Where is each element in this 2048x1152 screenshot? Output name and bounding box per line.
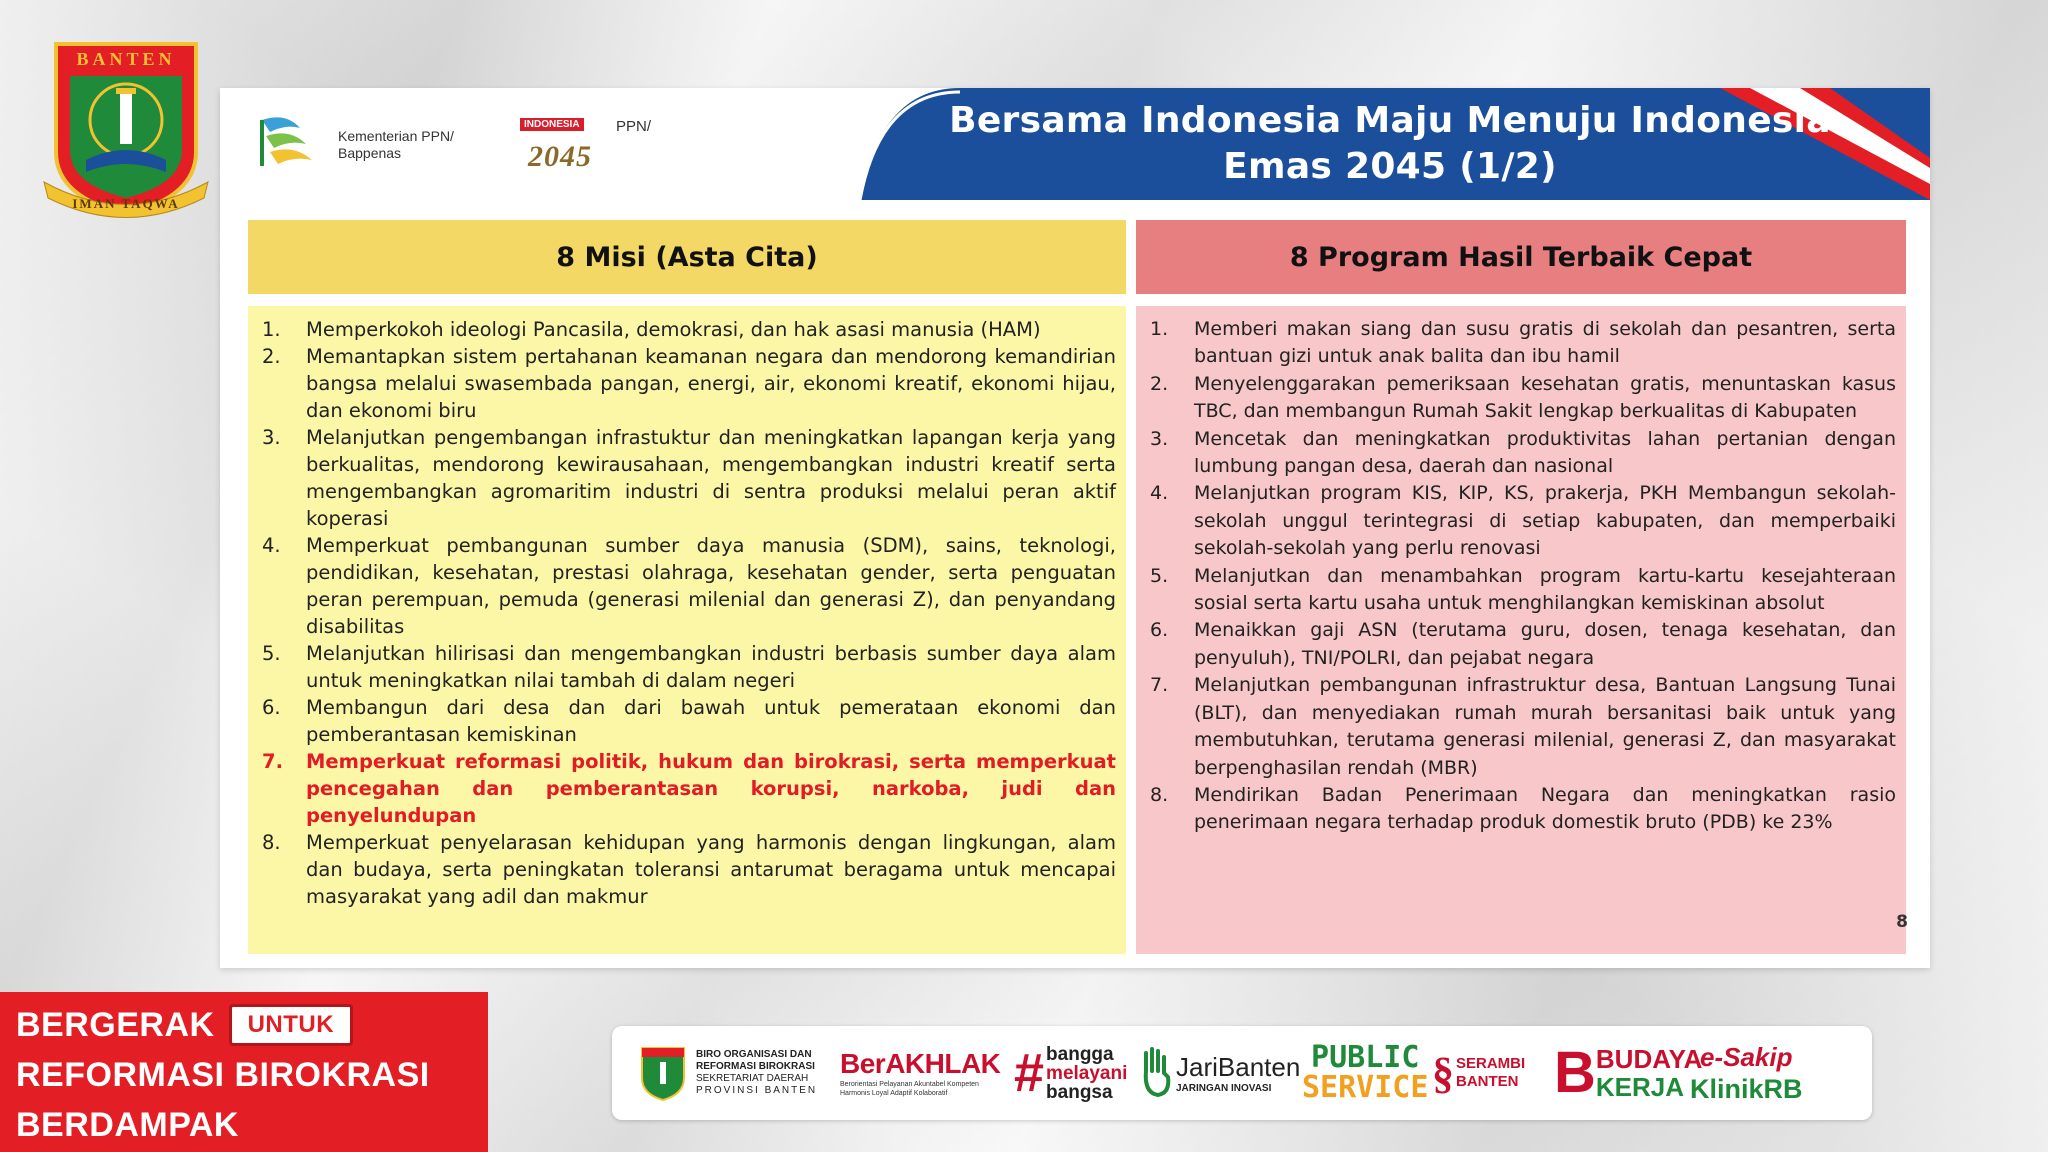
misi-item [258,343,1116,424]
banten-logo-motto: IMAN TAQWA [72,196,180,211]
program-item-text: Menyelenggarakan pemeriksaan kesehatan gratis, menuntaskan kasus TBC, dan membangun Rumah Sakit lengkap berkualitas di Kabupaten [1194,372,1896,423]
program-item-number: 4. [1150,482,1169,505]
misi-item [258,640,1116,694]
serambi-banten-logo [1432,1026,1525,1120]
banten-logo-top-text: BANTEN [76,49,176,69]
partner-logo-strip [612,1026,1872,1120]
program-item-number: 1. [1150,318,1169,340]
misi-panel [248,306,1126,954]
serambi-s-icon: § [1432,1048,1454,1098]
bangga-line3: bangsa [1046,1081,1113,1103]
program-item-number: 3. [1150,427,1169,450]
program-item-number: 5. [1150,564,1169,587]
biro-line1: BIRO ORGANISASI DAN [696,1049,812,1060]
misi-item-number: 6. [262,696,281,719]
page-number: 8 [1896,912,1908,932]
program-item-text: Memberi makan siang dan susu gratis di sekolah dan pesantren, serta bantuan gizi untuk anak balita dan ibu hamil [1194,318,1896,368]
serambi-line1: SERAMBI [1456,1055,1526,1072]
esakip-label: e-Sakip [1700,1042,1793,1072]
program-item [1146,563,1896,618]
bangga-line1: bangga [1046,1043,1114,1065]
klinikrb-label: KlinikRB [1690,1074,1803,1104]
misi-item-text: Melanjutkan pengembangan infrastuktur dan meningkatkan lapangan kerja yang berkualitas, mendorong kewirausahaan, mengembangkan industri kreatif serta mengembangkan agromaritim industri di sentra produksi melalui peran aktif koperasi [306,426,1116,530]
kementerian-line1: Kementerian PPN/ [338,128,454,144]
biro-line4: PROVINSI BANTEN [696,1085,818,1096]
biro-line3: SEKRETARIAT DAERAH [696,1073,809,1084]
public-service-logo [1302,1026,1428,1120]
hashtag-icon: # [1014,1043,1045,1103]
misi-item-number: 3. [262,426,281,449]
program-item-text: Menaikkan gaji ASN (terutama guru, dosen, tenaga kesehatan, dan penyuluh), TNI/POLRI, dan pejabat negara [1194,619,1896,669]
slide [220,88,1930,968]
banten-logo [36,32,216,222]
berakhlak-sub2: Harmonis Loyal Adaptif Kolaboratif [840,1090,948,1097]
misi-item [258,748,1116,829]
berakhlak-sub1: Berorientasi Pelayanan Akuntabel Kompeten [840,1081,979,1088]
misi-list [258,316,1116,910]
kementerian-label [338,128,454,162]
reform-banner [0,992,488,1152]
slide-title [840,98,1940,190]
misi-item-number: 4. [262,534,281,557]
misi-item-text: Memperkuat pembangunan sumber daya manusia (SDM), sains, teknologi, pendidikan, kesehatan, prestasi olahraga, kesehatan gender, serta penguatan peran perempuan, pemuda (generasi milenial dan generasi Z), dan penyandang disabilitas [306,534,1116,638]
misi-item [258,316,1116,343]
bangga-melayani-logo [1014,1026,1127,1120]
misi-item-number: 8. [262,831,281,854]
program-item [1146,316,1896,371]
biro-line2: REFORMASI BIROKRASI [696,1061,815,1072]
misi-item-text: Membangun dari desa dan dari bawah untuk pemerataan ekonomi dan pemberantasan kemiskinan [306,696,1116,746]
berakhlak-title: BerAKHLAK [840,1048,1001,1079]
misi-item-text: Memperkuat reformasi politik, hukum dan birokrasi, serta memperkuat pencegahan dan pemberantasan korupsi, narkoba, judi dan penyelundupan [306,750,1116,827]
program-item [1146,426,1896,481]
slide-title-line1: Bersama Indonesia Maju Menuju Indonesia [949,100,1831,141]
program-item-text: Mendirikan Badan Penerimaan Negara dan meningkatkan rasio penerimaan negara terhadap produk domestik bruto (PDB) ke 23% [1194,783,1896,834]
budaya-line2: KERJA [1595,1072,1685,1102]
program-item-text: Melanjutkan dan menambahkan program kartu-kartu kesejahteraan sosial serta kartu usaha untuk menghilangkan kemiskinan absolut [1194,564,1896,615]
program-panel [1136,306,1906,954]
program-item [1146,371,1896,426]
misi-item-text: Memantapkan sistem pertahanan keamanan negara dan mendorong kemandirian bangsa melalui swasembada pangan, energi, air, ekonomi kreatif, ekonomi hijau, dan ekonomi biru [306,345,1116,422]
budaya-line1: BUDAYA [1595,1044,1703,1074]
jaribanten-sub: JARINGAN INOVASI [1176,1083,1272,1094]
program-item-number: 7. [1150,674,1169,697]
emas-logo-top: INDONESIA [520,118,584,131]
biro-logo [638,1026,817,1120]
jaribanten-title: JariBanten [1176,1052,1301,1082]
misi-item [258,424,1116,532]
bangga-line2: melayani [1046,1062,1128,1084]
banner-line1 [16,1000,488,1050]
misi-item-text: Memperkokoh ideologi Pancasila, demokrasi, dan hak asasi manusia (HAM) [306,318,1041,341]
misi-item-text: Melanjutkan hilirisasi dan mengembangkan industri berbasis sumber daya alam untuk meningkatkan nilai tambah di dalam negeri [306,642,1116,692]
banner-line2: REFORMASI BIROKRASI [16,1056,430,1094]
slide-title-line2: Emas 2045 (1/2) [1223,146,1557,187]
bappenas-logo-icon [256,110,320,174]
biro-emblem-icon [638,1044,688,1102]
program-item-text: Melanjutkan pembangunan infrastruktur desa, Bantuan Langsung Tunai (BLT), dan menyediakan rumah murah bersanitasi baik untuk yang membutuhkan, terutama generasi milenial, generasi Z, dan masyarakat berpenghasilan rendah (MBR) [1194,674,1896,779]
banner-bergerak: BERGERAK [16,1006,215,1044]
misi-item-number: 2. [262,345,281,368]
program-item [1146,672,1896,782]
program-item-number: 6. [1150,619,1169,642]
hand-icon [1142,1047,1172,1099]
program-item [1146,782,1896,837]
misi-item-number: 5. [262,642,281,665]
program-item [1146,617,1896,672]
emas-logo-ppn: PPN/ [616,118,652,135]
public-line1: PUBLIC [1311,1040,1420,1075]
public-line2: SERVICE [1302,1070,1429,1105]
serambi-line2: BANTEN [1456,1073,1519,1090]
budaya-kerja-logo [1554,1026,1702,1120]
misi-item [258,829,1116,910]
misi-item [258,694,1116,748]
banner-line3: BERDAMPAK [16,1106,239,1144]
program-item-number: 8. [1150,783,1169,806]
misi-item-text: Memperkuat penyelarasan kehidupan yang harmonis dengan lingkungan, alam dan budaya, serta peningkatan toleransi antarumat beragama untuk mencapai masyarakat yang adil dan makmur [306,831,1116,908]
misi-item-number: 7. [262,750,283,773]
program-item-text: Mencetak dan meningkatkan produktivitas lahan pertanian dengan lumbung pangan desa, daerah dan nasional [1194,427,1896,478]
berakhlak-logo [840,1026,1000,1120]
program-item-number: 2. [1150,372,1169,395]
emas-logo-year: 2045 [528,140,592,173]
slide-header [220,88,1930,200]
misi-item [258,532,1116,640]
banner-untuk-badge: UNTUK [229,1004,354,1046]
budaya-b-icon: B [1554,1040,1596,1105]
esakip-klinik-logo [1690,1026,1803,1120]
program-item-text: Melanjutkan program KIS, KIP, KS, prakerja, PKH Membangun sekolah-sekolah unggul terintegrasi di setiap kabupaten, dan memperbaiki sekolah-sekolah yang perlu renovasi [1194,482,1896,560]
program-list [1146,316,1896,837]
program-item [1146,480,1896,562]
jaribanten-logo [1142,1026,1300,1120]
program-heading: 8 Program Hasil Terbaik Cepat [1136,220,1906,294]
misi-item-number: 1. [262,318,281,341]
kementerian-line2: Bappenas [338,145,402,161]
misi-heading: 8 Misi (Asta Cita) [248,220,1126,294]
